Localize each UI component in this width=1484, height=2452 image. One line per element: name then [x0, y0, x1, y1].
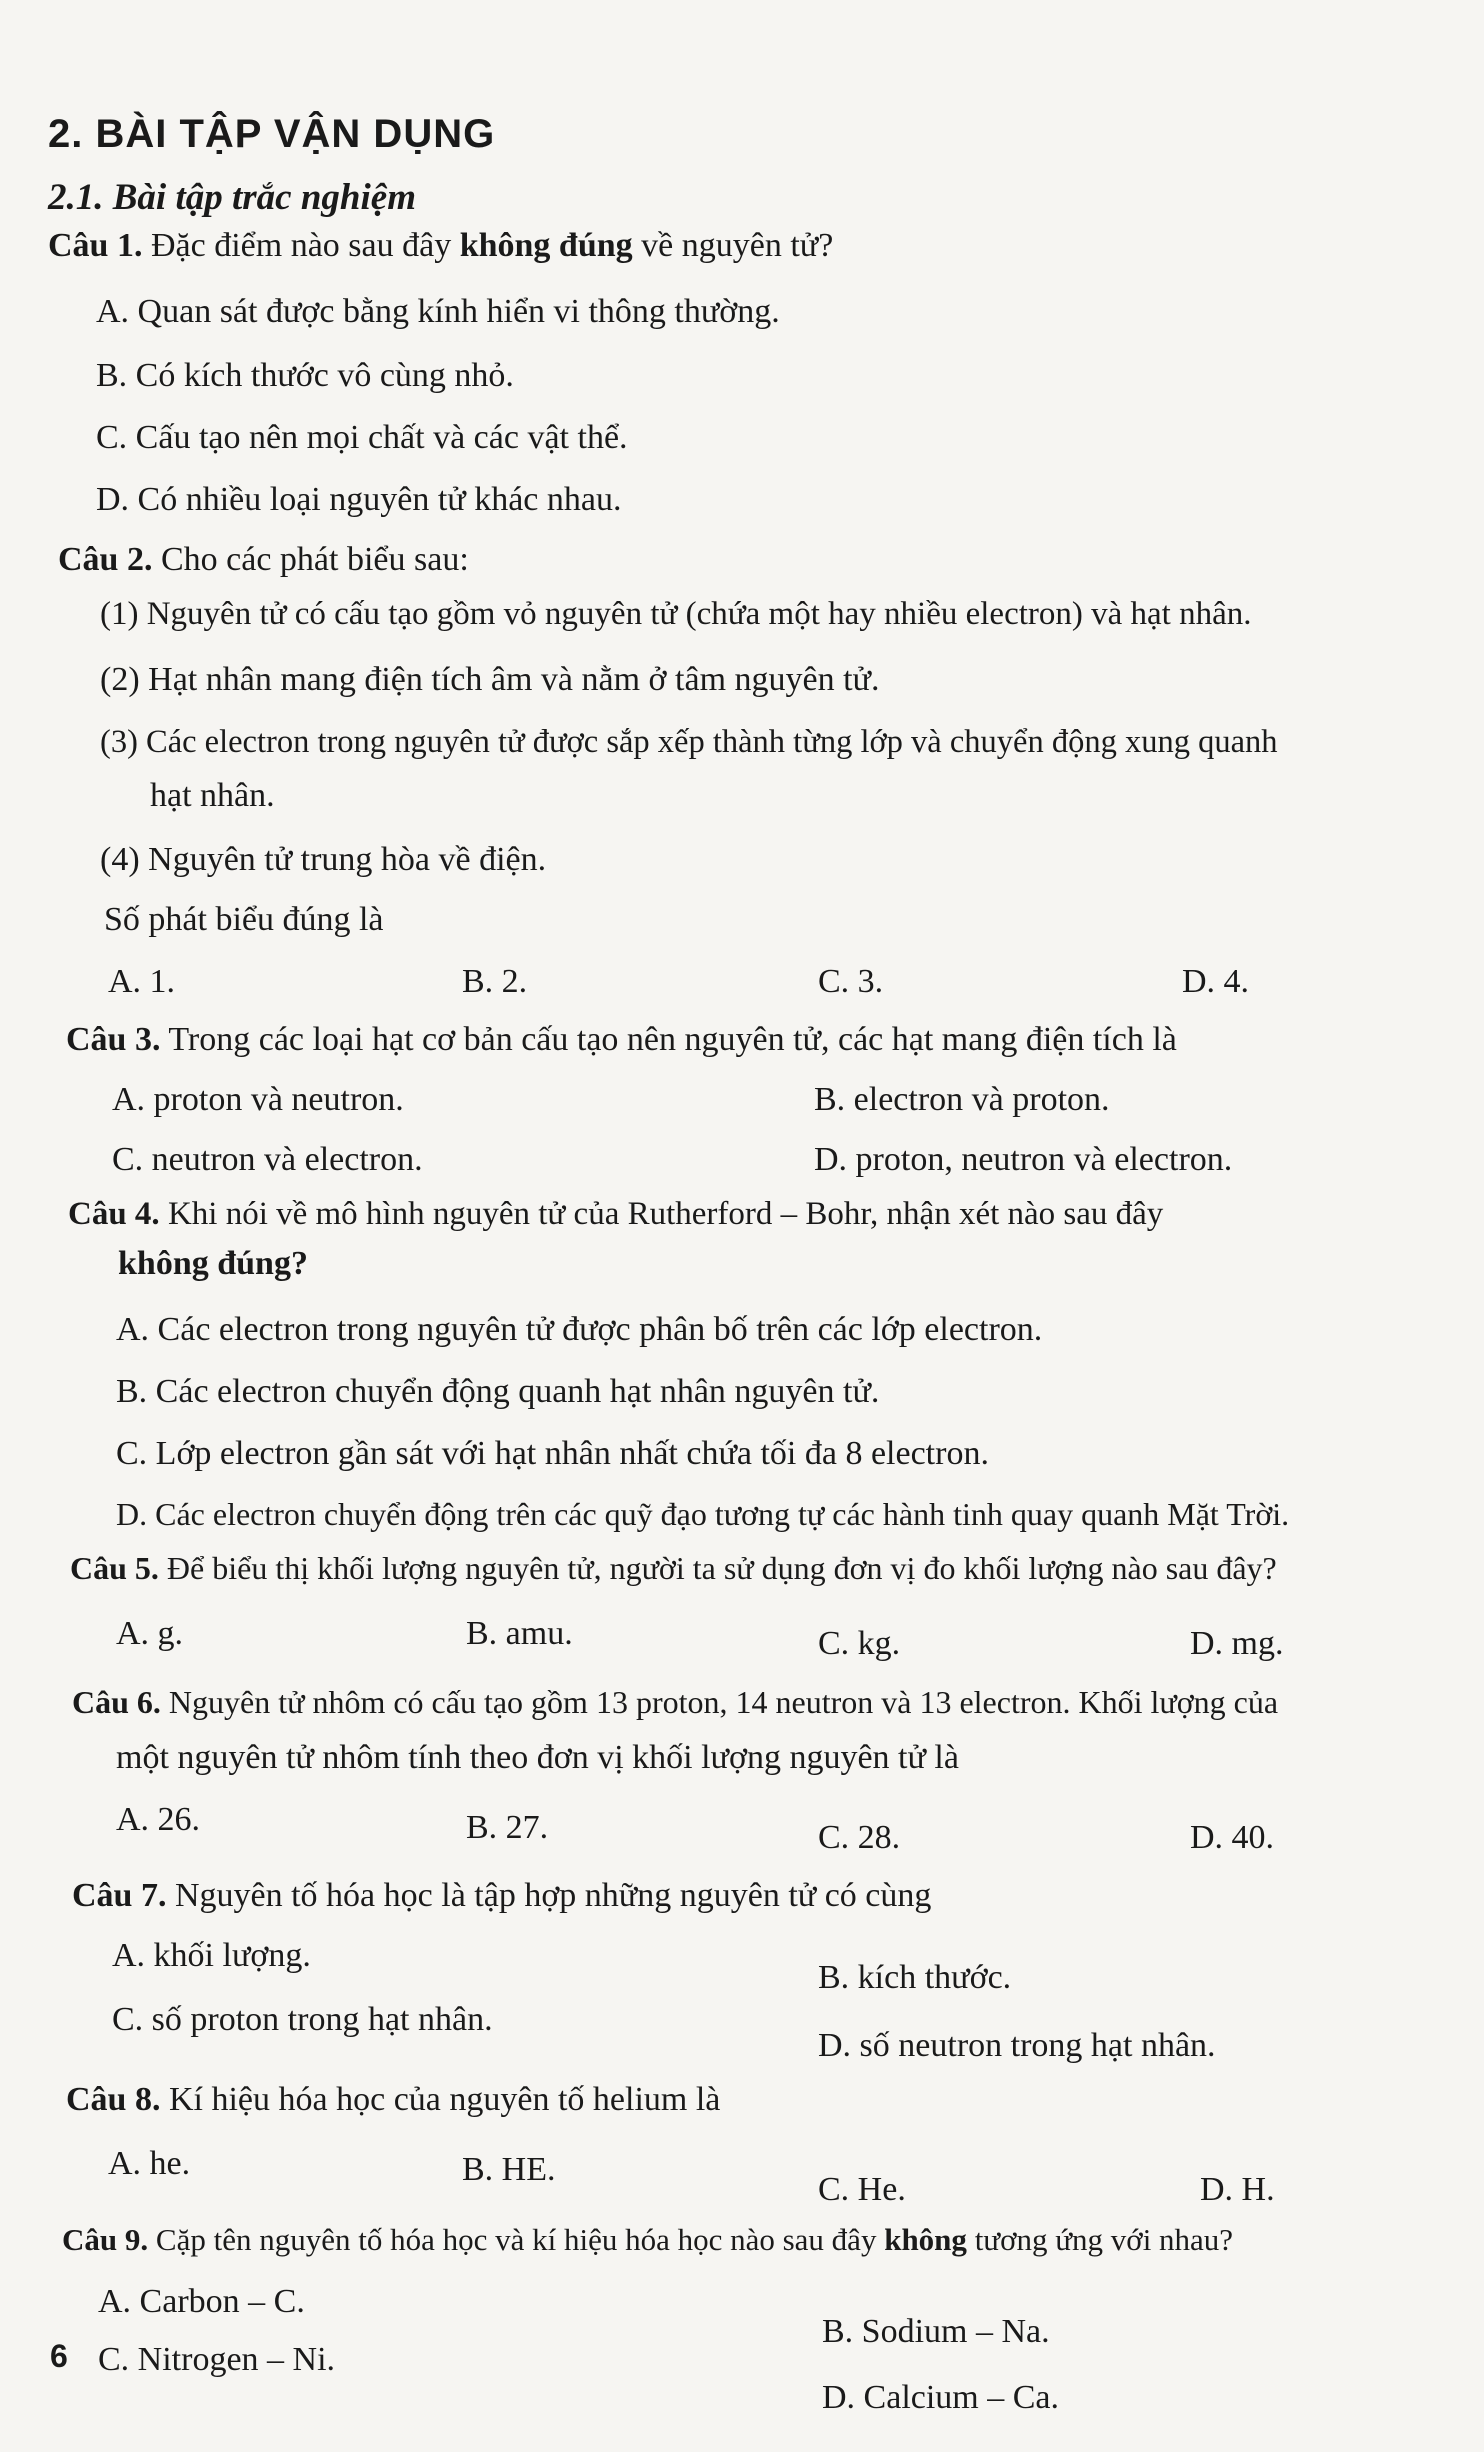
q4-option-b: B. Các electron chuyển động quanh hạt nhân nguyên tử. [116, 1373, 880, 1410]
question-label: Câu 6. [72, 1684, 161, 1720]
subsection-title: 2.1. Bài tập trắc nghiệm [48, 177, 416, 218]
q2-option-d: D. 4. [1182, 963, 1250, 1000]
q8-option-c: C. He. [818, 2171, 906, 2208]
q3-option-b: B. electron và proton. [814, 1081, 1110, 1118]
q2-statement-3-cont: hạt nhân. [150, 777, 275, 814]
q7-option-c: C. số proton trong hạt nhân. [112, 2001, 493, 2038]
question-label: Câu 5. [70, 1550, 159, 1586]
q6-option-a: A. 26. [116, 1801, 201, 1838]
question-7: Câu 7. Nguyên tố hóa học là tập hợp những nguyên tử có cùng [72, 1877, 932, 1914]
q2-statement-3: (3) Các electron trong nguyên tử được sắp xếp thành từng lớp và chuyển động xung quanh [100, 724, 1278, 760]
question-2: Câu 2. Cho các phát biểu sau: [58, 541, 469, 578]
q1-option-a: A. Quan sát được bằng kính hiển vi thông thường. [96, 293, 780, 330]
q6-option-c: C. 28. [818, 1819, 901, 1856]
question-label: Câu 7. [72, 1877, 167, 1914]
q6-option-d: D. 40. [1190, 1819, 1275, 1856]
q8-option-b: B. HE. [462, 2151, 556, 2188]
q4-option-c: C. Lớp electron gần sát với hạt nhân nhất chứa tối đa 8 electron. [116, 1435, 989, 1472]
question-label: Câu 8. [66, 2081, 161, 2118]
q5-option-c: C. kg. [818, 1625, 901, 1662]
question-9: Câu 9. Cặp tên nguyên tố hóa học và kí hiệu hóa học nào sau đây không tương ứng với nhau? [62, 2222, 1234, 2257]
q4-option-a: A. Các electron trong nguyên tử được phân bố trên các lớp electron. [116, 1311, 1043, 1348]
q2-option-c: C. 3. [818, 963, 884, 1000]
emphasis: không đúng [459, 227, 633, 264]
q6-option-b: B. 27. [466, 1809, 549, 1846]
q1-option-d: D. Có nhiều loại nguyên tử khác nhau. [96, 481, 622, 518]
q2-statement-2: (2) Hạt nhân mang điện tích âm và nằm ở tâm nguyên tử. [100, 661, 880, 698]
q9-option-d: D. Calcium – Ca. [822, 2379, 1060, 2416]
page-number: 6 [50, 2338, 68, 2374]
question-label: Câu 1. [48, 227, 143, 264]
q4-option-d: D. Các electron chuyển động trên các quỹ đạo tương tự các hành tinh quay quanh Mặt Trời. [116, 1496, 1290, 1532]
q8-option-a: A. he. [108, 2145, 191, 2182]
question-3: Câu 3. Trong các loại hạt cơ bản cấu tạo nên nguyên tử, các hạt mang điện tích là [66, 1021, 1177, 1058]
question-label: Câu 3. [66, 1021, 161, 1058]
question-label: Câu 9. [62, 2222, 149, 2257]
q9-option-b: B. Sodium – Na. [822, 2313, 1050, 2350]
question-label: Câu 2. [58, 541, 153, 578]
q7-option-b: B. kích thước. [818, 1959, 1012, 1996]
question-4: Câu 4. Khi nói về mô hình nguyên tử của Rutherford – Bohr, nhận xét nào sau đây [68, 1196, 1164, 1232]
q8-option-d: D. H. [1200, 2171, 1275, 2208]
q7-option-a: A. khối lượng. [112, 1937, 311, 1974]
q9-option-a: A. Carbon – C. [98, 2283, 305, 2320]
q2-option-a: A. 1. [108, 963, 176, 1000]
q6-question-cont: một nguyên tử nhôm tính theo đơn vị khối lượng nguyên tử là [116, 1739, 959, 1776]
question-label: Câu 4. [68, 1196, 160, 1232]
q2-prompt: Số phát biểu đúng là [104, 901, 384, 938]
q4-emphasis: không đúng? [118, 1245, 308, 1282]
q3-option-d: D. proton, neutron và electron. [814, 1141, 1233, 1178]
q5-option-d: D. mg. [1190, 1625, 1284, 1662]
q9-option-c: C. Nitrogen – Ni. [98, 2341, 336, 2378]
q5-option-a: A. g. [116, 1615, 184, 1652]
section-title: 2. BÀI TẬP VẬN DỤNG [48, 112, 496, 156]
q7-option-d: D. số neutron trong hạt nhân. [818, 2027, 1216, 2064]
q2-statement-1: (1) Nguyên tử có cấu tạo gồm vỏ nguyên tử (chứa một hay nhiều electron) và hạt nhân. [100, 596, 1252, 632]
q2-option-b: B. 2. [462, 963, 528, 1000]
question-5: Câu 5. Để biểu thị khối lượng nguyên tử, người ta sử dụng đơn vị đo khối lượng nào sau đây? [70, 1550, 1277, 1586]
q2-statement-4: (4) Nguyên tử trung hòa về điện. [100, 841, 547, 878]
question-1: Câu 1. Đặc điểm nào sau đây không đúng về nguyên tử? [48, 227, 834, 264]
q5-option-b: B. amu. [466, 1615, 573, 1652]
q3-option-a: A. proton và neutron. [112, 1081, 404, 1118]
q1-option-b: B. Có kích thước vô cùng nhỏ. [96, 357, 514, 394]
emphasis: không [884, 2222, 967, 2257]
question-6: Câu 6. Nguyên tử nhôm có cấu tạo gồm 13 proton, 14 neutron và 13 electron. Khối lượng của [72, 1684, 1279, 1720]
question-8: Câu 8. Kí hiệu hóa học của nguyên tố helium là [66, 2081, 721, 2118]
q1-option-c: C. Cấu tạo nên mọi chất và các vật thể. [96, 419, 628, 456]
q3-option-c: C. neutron và electron. [112, 1141, 423, 1178]
